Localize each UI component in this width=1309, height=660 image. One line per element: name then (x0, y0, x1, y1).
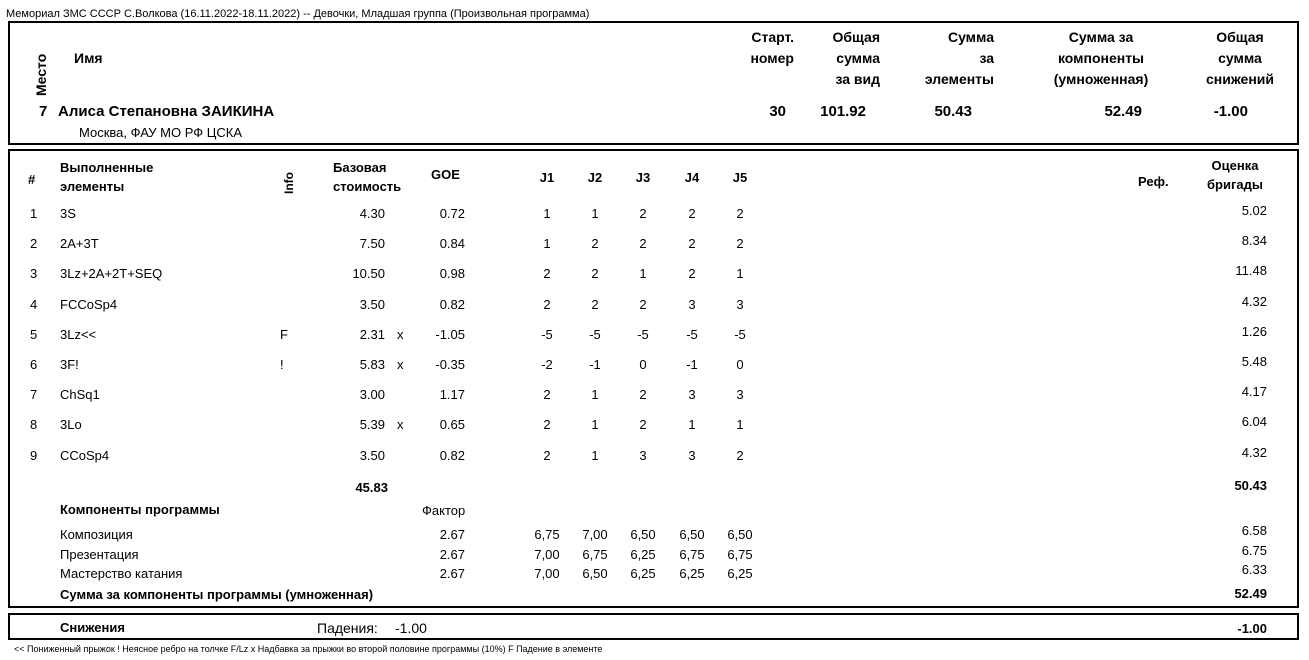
element-code: 3Lz+2A+2T+SEQ (60, 266, 163, 282)
deductions-box (8, 613, 1299, 640)
element-bonus-mark: x (397, 326, 404, 342)
skater-place: 7 (39, 103, 48, 120)
falls-label: Падения: (317, 620, 378, 636)
deductions-total: -1.00 (1237, 621, 1267, 636)
component-score: 6.75 (1241, 542, 1267, 558)
element-judge-5-score: 3 (736, 387, 744, 403)
element-judge-2-score: 2 (591, 236, 599, 252)
element-judge-5-score: 2 (736, 236, 744, 252)
element-judge-4-score: 2 (688, 236, 696, 252)
element-judge-4-score: -5 (686, 326, 698, 342)
skater-elements-score: 50.43 (934, 103, 972, 120)
element-judge-3-score: 3 (639, 447, 647, 463)
element-judge-1-score: -2 (541, 357, 553, 372)
element-number: 9 (30, 447, 38, 463)
skater-header-box (8, 21, 1299, 145)
component-judge-2-score: 7,00 (582, 527, 608, 542)
element-judge-2-score: 1 (591, 206, 599, 221)
element-goe: -1.05 (435, 326, 465, 342)
element-base-value: 3.50 (359, 447, 385, 463)
element-base-value: 3.50 (359, 296, 385, 312)
component-factor: 2.67 (439, 546, 465, 562)
element-judge-1-score: 1 (543, 236, 551, 252)
col-goe-label: GOE (431, 167, 460, 182)
element-goe: 0.82 (439, 447, 465, 463)
element-info: F (280, 326, 288, 342)
element-judge-4-score: 3 (688, 447, 696, 463)
element-panel-score: 6.04 (1241, 414, 1267, 430)
component-judge-2-score: 6,50 (582, 566, 608, 581)
col-number-label: # (28, 172, 36, 187)
col-panel-score-label: Оценка бригады (1207, 158, 1263, 192)
component-name: Композиция (60, 527, 133, 542)
element-judge-4-score: -1 (686, 357, 698, 372)
element-number: 4 (30, 296, 38, 312)
element-panel-score: 11.48 (1235, 263, 1267, 279)
element-code: 3Lz<< (60, 326, 97, 342)
element-base-value: 5.83 (359, 357, 385, 372)
components-total: 52.49 (1234, 586, 1267, 601)
element-code: 3Lo (60, 417, 82, 433)
base-value-total: 45.83 (355, 480, 388, 495)
element-panel-score: 5.48 (1241, 354, 1267, 369)
falls-value: -1.00 (395, 620, 427, 636)
element-panel-score: 4.32 (1241, 444, 1267, 460)
elements-score-label: Сумма за элементы (924, 29, 994, 87)
component-name: Презентация (60, 546, 139, 562)
component-judge-1-score: 6,75 (534, 527, 560, 542)
element-code: 3S (60, 206, 76, 221)
element-judge-1-score: 2 (543, 417, 551, 433)
element-judge-5-score: 2 (736, 206, 744, 221)
element-judge-3-score: 2 (639, 296, 647, 312)
element-judge-4-score: 3 (688, 387, 696, 403)
element-judge-3-score: 1 (639, 266, 647, 282)
element-panel-score: 5.02 (1241, 203, 1267, 218)
element-number: 8 (30, 417, 38, 433)
element-base-value: 3.00 (359, 387, 385, 403)
element-judge-2-score: 1 (591, 447, 599, 463)
element-judge-3-score: 0 (639, 357, 647, 372)
element-base-value: 10.50 (352, 266, 385, 282)
element-judge-1-score: 2 (543, 296, 551, 312)
name-column-label: Имя (74, 50, 103, 66)
element-number: 7 (30, 387, 38, 403)
component-judge-4-score: 6,25 (679, 566, 705, 581)
element-judge-5-score: 2 (736, 447, 744, 463)
element-code: ChSq1 (60, 387, 100, 403)
col-base-value-label: Базовая стоимость (333, 160, 402, 194)
skater-components-score: 52.49 (1104, 103, 1142, 120)
col-judge-4-label: J4 (684, 170, 700, 185)
element-judge-1-score: 2 (543, 387, 551, 403)
element-goe: 0.65 (439, 417, 465, 433)
element-number: 6 (30, 357, 38, 372)
component-judge-5-score: 6,25 (727, 566, 753, 581)
element-code: FCCoSp4 (60, 296, 118, 312)
panel-score-total: 50.43 (1234, 478, 1267, 493)
skater-club: Москва, ФАУ МО РФ ЦСКА (79, 125, 242, 140)
element-judge-4-score: 2 (688, 206, 696, 221)
element-judge-2-score: 2 (591, 266, 599, 282)
element-judge-4-score: 2 (688, 266, 696, 282)
scores-box (8, 149, 1299, 608)
col-judge-5-label: J5 (732, 170, 748, 185)
element-info: ! (280, 357, 284, 372)
factor-label: Фактор (422, 503, 466, 518)
component-judge-3-score: 6,50 (630, 527, 656, 542)
element-base-value: 2.31 (359, 326, 385, 342)
element-panel-score: 4.17 (1241, 384, 1267, 400)
component-factor: 2.67 (439, 566, 465, 581)
element-code: 2A+3T (60, 236, 99, 252)
element-judge-4-score: 1 (688, 417, 696, 433)
element-panel-score: 1.26 (1241, 323, 1267, 339)
element-judge-1-score: 1 (543, 206, 551, 221)
skater-total-score: 101.92 (820, 103, 866, 120)
start-number-label: Старт. номер (750, 29, 794, 66)
element-base-value: 5.39 (359, 417, 385, 433)
element-goe: 0.82 (439, 296, 465, 312)
element-number: 2 (30, 236, 38, 252)
element-judge-5-score: -5 (734, 326, 746, 342)
element-bonus-mark: x (397, 357, 404, 372)
element-goe: -0.35 (435, 357, 465, 372)
element-panel-score: 4.32 (1241, 293, 1267, 309)
component-score: 6.33 (1241, 562, 1267, 577)
deductions-label: Снижения (60, 620, 125, 635)
element-code: CCoSp4 (60, 447, 110, 463)
element-number: 3 (30, 266, 38, 282)
element-judge-5-score: 3 (736, 296, 744, 312)
col-judge-2-label: J2 (587, 170, 603, 185)
event-title: Мемориал ЗМС СССР С.Волкова (16.11.2022-18.11.2022) -- Девочки, Младшая группа (Произвольная программа) (6, 8, 590, 20)
element-judge-3-score: 2 (639, 236, 647, 252)
components-score-label: Сумма за компоненты (умноженная) (1053, 29, 1149, 87)
col-info-label: Info (282, 172, 296, 194)
element-judge-5-score: 1 (736, 266, 744, 282)
component-score: 6.58 (1241, 523, 1267, 538)
element-judge-2-score: -5 (589, 326, 601, 342)
deductions-total-label: Общая сумма снижений (1205, 29, 1275, 87)
element-judge-1-score: -5 (541, 326, 553, 342)
element-judge-3-score: -5 (637, 326, 649, 342)
element-goe: 0.98 (439, 266, 465, 282)
element-judge-2-score: -1 (589, 357, 601, 372)
component-judge-4-score: 6,50 (679, 527, 705, 542)
component-judge-3-score: 6,25 (630, 566, 656, 581)
component-judge-3-score: 6,25 (630, 546, 656, 562)
element-judge-3-score: 2 (639, 387, 647, 403)
component-name: Мастерство катания (60, 566, 183, 581)
component-judge-5-score: 6,75 (727, 546, 753, 562)
component-factor: 2.67 (439, 527, 465, 542)
element-judge-4-score: 3 (688, 296, 696, 312)
place-column-label: Место (33, 53, 49, 96)
element-judge-1-score: 2 (543, 266, 551, 282)
skater-name: Алиса Степановна ЗАИКИНА (58, 103, 275, 120)
element-number: 1 (30, 206, 38, 221)
col-ref-label: Реф. (1138, 174, 1169, 189)
element-goe: 0.72 (439, 206, 465, 221)
col-judge-1-label: J1 (539, 170, 555, 185)
skater-deductions: -1.00 (1213, 103, 1248, 120)
element-base-value: 7.50 (359, 236, 385, 252)
element-judge-2-score: 1 (591, 387, 599, 403)
element-goe: 1.17 (439, 387, 465, 403)
component-judge-4-score: 6,75 (679, 546, 705, 562)
element-goe: 0.84 (439, 236, 465, 252)
element-judge-5-score: 1 (736, 417, 744, 433)
element-panel-score: 8.34 (1241, 233, 1267, 249)
element-judge-2-score: 2 (591, 296, 599, 312)
component-judge-1-score: 7,00 (534, 566, 560, 581)
element-judge-3-score: 2 (639, 417, 647, 433)
component-judge-2-score: 6,75 (582, 546, 608, 562)
components-title: Компоненты программы (60, 502, 220, 517)
element-judge-3-score: 2 (639, 206, 647, 221)
component-judge-5-score: 6,50 (727, 527, 753, 542)
element-number: 5 (30, 326, 38, 342)
element-code: 3F! (60, 357, 79, 372)
component-judge-1-score: 7,00 (534, 546, 560, 562)
skater-start-number: 30 (769, 103, 786, 120)
element-base-value: 4.30 (359, 206, 385, 221)
col-judge-3-label: J3 (635, 170, 651, 185)
legend-footnote: << Пониженный прыжок ! Неясное ребро на толчке F/Lz x Надбавка за прыжки во второй половине программы (10%) F Падение в элементе (14, 644, 603, 654)
element-bonus-mark: x (397, 417, 404, 433)
element-judge-1-score: 2 (543, 447, 551, 463)
total-score-label: Общая сумма за вид (832, 29, 880, 87)
element-judge-2-score: 1 (591, 417, 599, 433)
col-elements-label: Выполненные элементы (60, 160, 154, 194)
components-total-label: Сумма за компоненты программы (умноженная) (60, 587, 374, 602)
element-judge-5-score: 0 (736, 357, 744, 372)
